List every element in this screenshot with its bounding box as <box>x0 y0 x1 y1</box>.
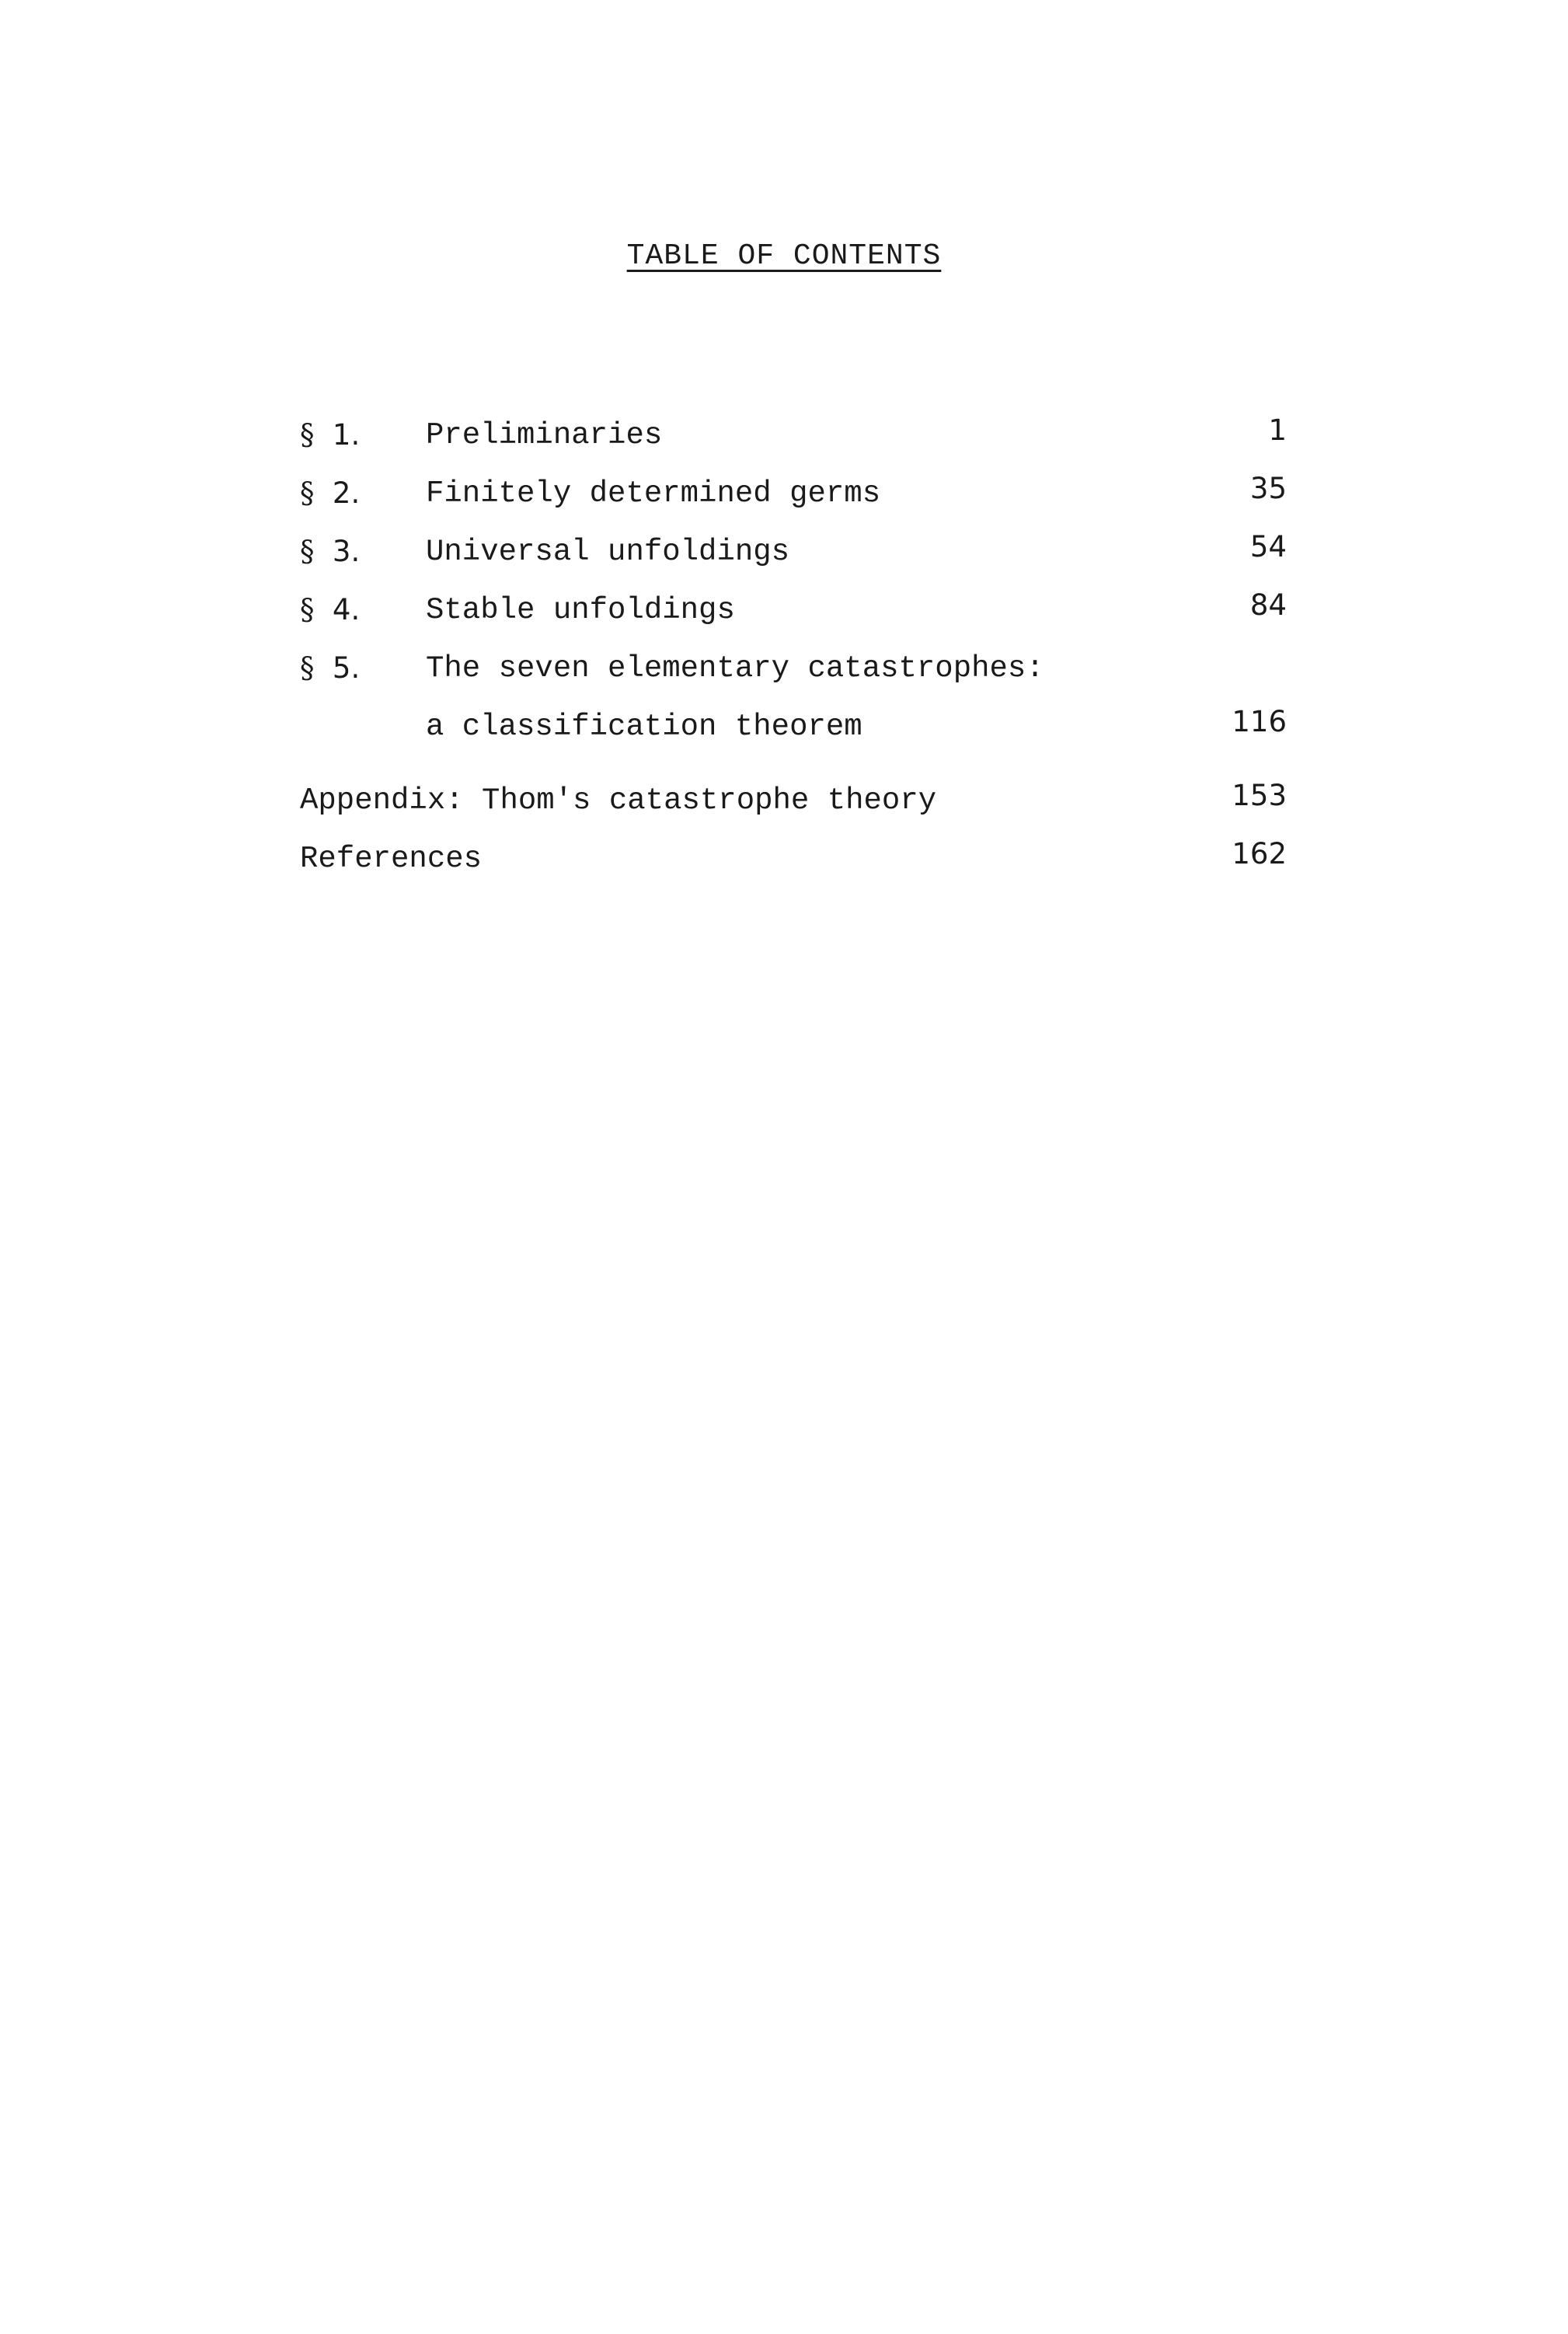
section-number <box>300 645 360 693</box>
toc-entry-label: References <box>300 842 483 876</box>
toc-entry-label-continued: a classification theorem <box>426 710 862 744</box>
toc-page-number: 162 <box>1232 837 1287 870</box>
toc-entry-4[interactable] <box>300 587 1287 633</box>
toc-entry-appendix[interactable] <box>300 777 1287 824</box>
toc-page-number: 84 <box>1249 588 1287 622</box>
toc-page-number: 116 <box>1232 705 1287 738</box>
toc-entry-references[interactable] <box>300 836 1287 882</box>
section-index: 1. <box>332 418 361 452</box>
section-symbol: § <box>300 535 315 568</box>
toc-entry-5[interactable] <box>300 645 1287 692</box>
section-number <box>300 470 360 518</box>
toc-entry-5-continued[interactable] <box>300 703 1287 750</box>
section-number <box>300 529 360 577</box>
page-title <box>0 239 1568 273</box>
section-symbol: § <box>300 593 315 626</box>
toc-entry-label: The seven elementary catastrophes: <box>426 651 1044 686</box>
section-number <box>300 587 360 635</box>
toc-entry-label: Stable unfoldings <box>426 593 735 627</box>
section-number <box>300 412 360 460</box>
section-index: 2. <box>332 476 361 510</box>
toc-entry-2[interactable] <box>300 470 1287 517</box>
section-index: 4. <box>332 593 361 626</box>
toc-entry-label: Preliminaries <box>426 418 663 452</box>
section-symbol: § <box>300 651 315 685</box>
section-symbol: § <box>300 476 315 510</box>
section-symbol: § <box>300 418 315 452</box>
toc-page-number: 35 <box>1249 472 1287 505</box>
title-text: TABLE OF CONTENTS <box>626 239 942 273</box>
toc-page-number: 1 <box>1268 413 1287 447</box>
toc-page-number: 54 <box>1249 530 1287 563</box>
toc-entry-label: Finitely determined germs <box>426 476 881 511</box>
toc-entry-label: Appendix: Thom's catastrophe theory <box>300 783 937 818</box>
section-index: 5. <box>332 651 361 685</box>
toc-entry-3[interactable] <box>300 529 1287 575</box>
toc-page-number: 153 <box>1232 779 1287 812</box>
toc-entry-1[interactable] <box>300 412 1287 459</box>
toc-entry-label: Universal unfoldings <box>426 535 790 569</box>
section-index: 3. <box>332 535 361 568</box>
